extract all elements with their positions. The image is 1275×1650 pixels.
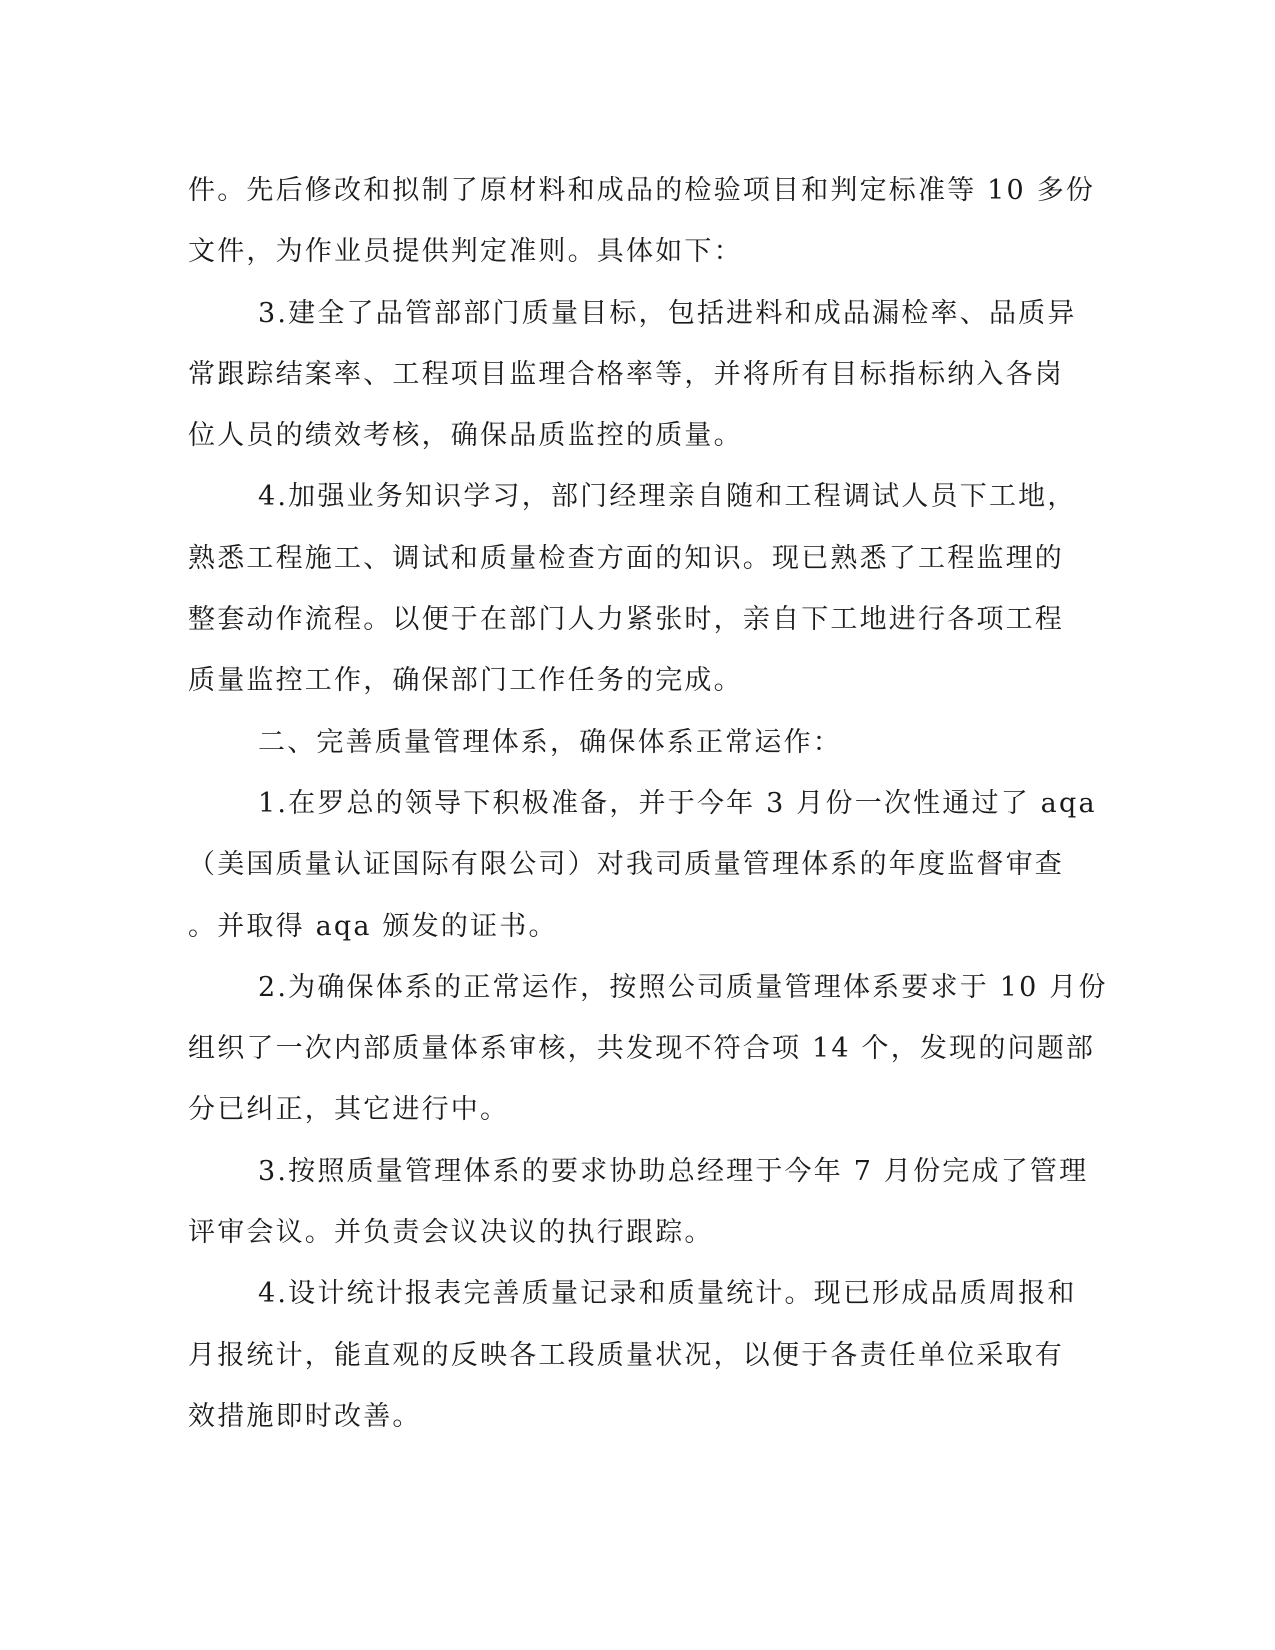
paragraph-start-line: 2.为确保体系的正常运作，按照公司质量管理体系要求于 10 月份 bbox=[258, 971, 1108, 1003]
paragraph-start-line: 3.建全了品管部部门质量目标，包括进料和成品漏检率、品质异 bbox=[258, 297, 1077, 329]
text-line: 效措施即时改善。 bbox=[188, 1400, 422, 1432]
text-line: 位人员的绩效考核，确保品质监控的质量。 bbox=[188, 420, 743, 452]
text-line: 整套动作流程。以便于在部门人力紧张时，亲自下工地进行各项工程 bbox=[188, 604, 1064, 636]
text-line: 评审会议。并负责会议决议的执行跟踪。 bbox=[188, 1217, 714, 1249]
text-line: 件。先后修改和拟制了原材料和成品的检验项目和判定标准等 10 多份 bbox=[188, 175, 1096, 206]
text-line: 组织了一次内部质量体系审核，共发现不符合项 14 个，发现的问题部 bbox=[188, 1033, 1096, 1065]
text-line: 常跟踪结案率、工程项目监理合格率等，并将所有目标指标纳入各岗 bbox=[188, 358, 1064, 390]
paragraph-start-line: 3.按照质量管理体系的要求协助总经理于今年 7 月份完成了管理 bbox=[258, 1155, 1089, 1187]
section-heading-line: 二、完善质量管理体系，确保体系正常运作： bbox=[258, 726, 842, 758]
text-line: 熟悉工程施工、调试和质量检查方面的知识。现已熟悉了工程监理的 bbox=[188, 542, 1064, 574]
text-line: 月报统计，能直观的反映各工段质量状况，以便于各责任单位采取有 bbox=[188, 1339, 1064, 1371]
text-line: 文件，为作业员提供判定准则。具体如下： bbox=[188, 236, 743, 268]
paragraph-start-line: 4.加强业务知识学习，部门经理亲自随和工程调试人员下工地， bbox=[258, 481, 1077, 513]
text-line: 质量监控工作，确保部门工作任务的完成。 bbox=[188, 665, 743, 697]
text-line: 。并取得 aqa 颁发的证书。 bbox=[188, 910, 558, 942]
text-line: （美国质量认证国际有限公司）对我司质量管理体系的年度监督审查 bbox=[188, 849, 1064, 881]
paragraph-start-line: 4.设计统计报表完善质量记录和质量统计。现已形成品质周报和 bbox=[258, 1278, 1077, 1310]
body-text bbox=[188, 160, 1108, 1447]
text-line: 分已纠正，其它进行中。 bbox=[188, 1094, 510, 1126]
paragraph-start-line: 1.在罗总的领导下积极准备，并于今年 3 月份一次性通过了 aqa bbox=[258, 787, 1097, 819]
